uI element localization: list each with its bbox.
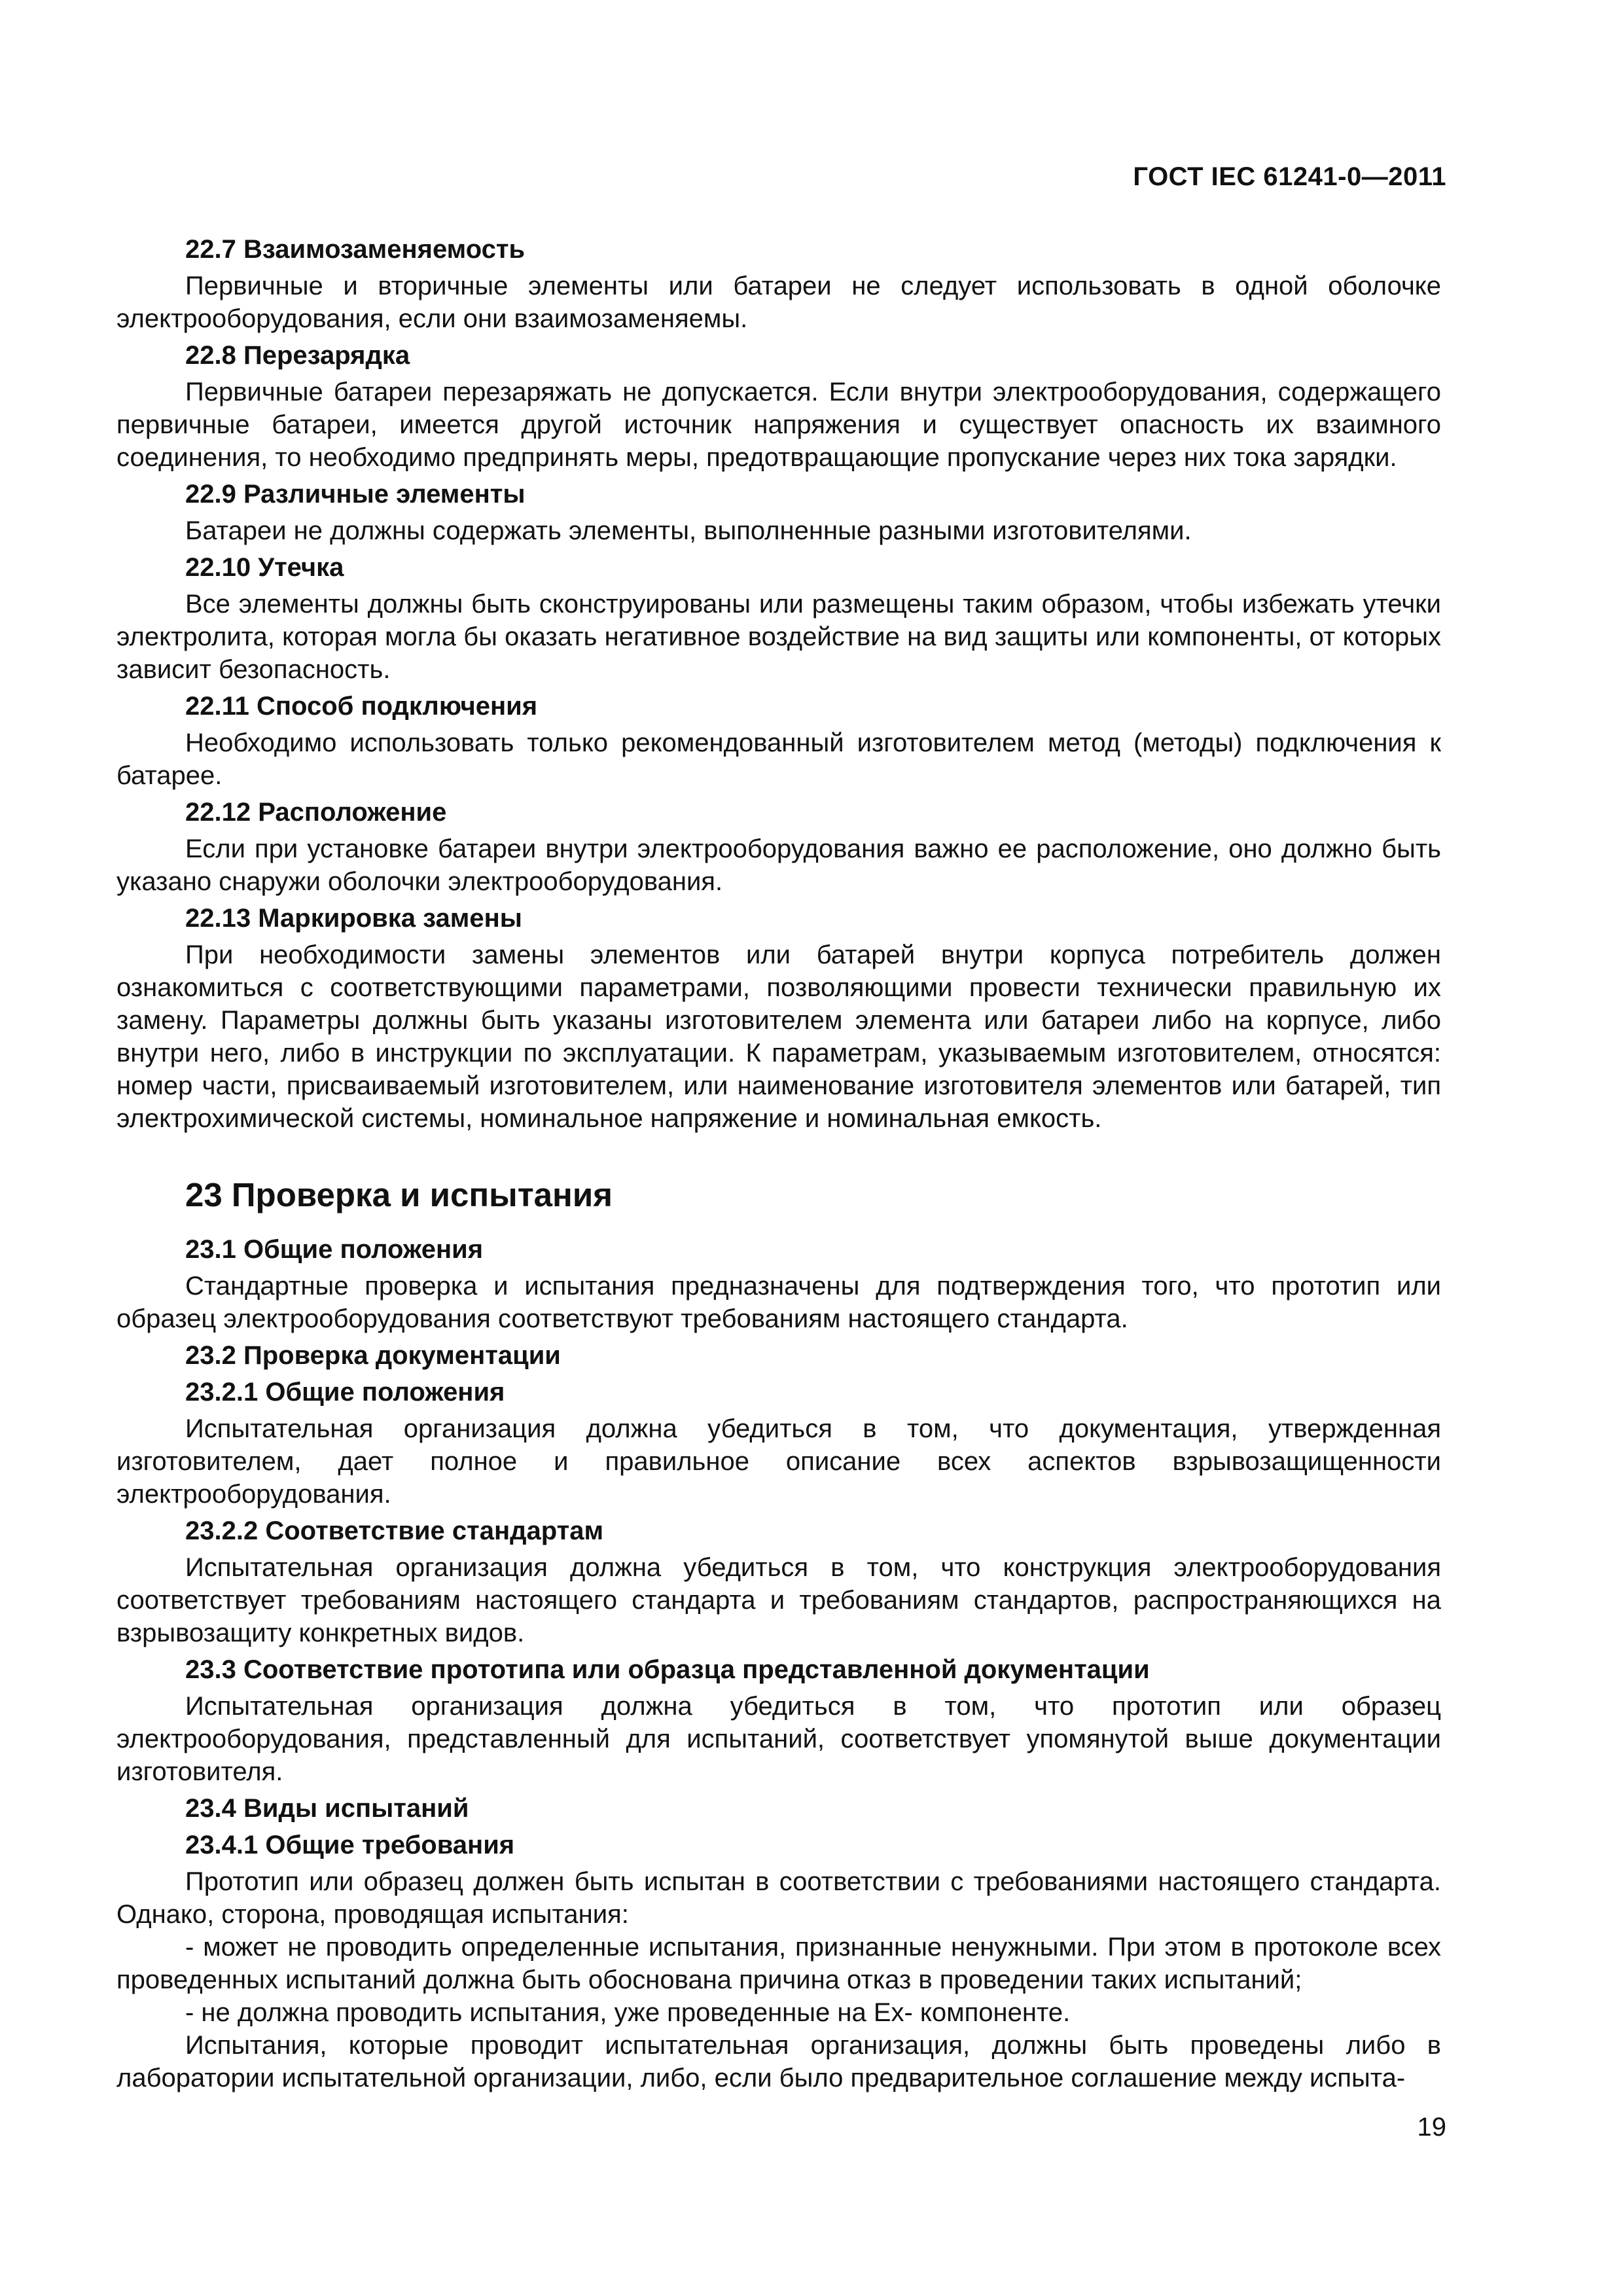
paragraph: При необходимости замены элементов или батарей внутри корпуса потребитель должен ознакомиться с соответствующими параметрами, позволяющими провести технически правильную их замену. Параметры должны быть указаны изготовителем элемента или батареи либо на корпусе, либо внутри него, либо в инструкции по эксплуатации. К параметрам, указываемым изготовителем, относятся: номер части, присваиваемый изготовителем, или наименование изготовителя элементов или батарей, тип электрохимической системы, номинальное напряжение и номинальная емкость. [116,941,1441,1133]
section-heading: 23.3 Соответствие прототипа или образца представленной документации [185,1655,1150,1684]
list-item-paragraph: - не должна проводить испытания, уже проведенные на Ex- компоненте. [185,1998,1071,2027]
paragraph: Испытательная организация должна убедиться в том, что прототип или образец электрооборудования, представленный для испытаний, соответствует упомянутой выше документации изготовителя. [116,1692,1441,1786]
document-header-standard: ГОСТ IEC 61241-0—2011 [1133,162,1446,191]
section-heading: 22.7 Взаимозаменяемость [185,235,526,264]
chapter-heading: 23 Проверка и испытания [185,1176,613,1213]
paragraph: Первичные батареи перезаряжать не допускается. Если внутри электрооборудования, содержащего первичные батареи, имеется другой источник напряжения и существует опасность их взаимного соединения, то необходимо предпринять меры, предотвращающие пропускание через них тока зарядки. [116,378,1441,472]
section-heading: 22.11 Способ подключения [185,692,538,721]
paragraph: Испытания, которые проводит испытательная организация, должны быть проведены либо в лаборатории испытательной организации, либо, если было предварительное соглашение между испыта- [116,2031,1441,2092]
section-heading: 22.9 Различные элементы [185,480,526,509]
paragraph: Испытательная организация должна убедиться в том, что конструкция электрооборудования соответствует требованиям настоящего стандарта и требованиям стандартов, распространяющихся на взрывозащиту конкретных видов. [116,1553,1441,1647]
page-number: 19 [1417,2113,1446,2142]
paragraph: Все элементы должны быть сконструированы или размещены таким образом, чтобы избежать утечки электролита, которая могла бы оказать негативное воздействие на вид защиты или компоненты, от которых зависит безопасность. [116,590,1441,684]
paragraph: Необходимо использовать только рекомендованный изготовителем метод (методы) подключения к батарее. [116,728,1441,790]
subsection-heading: 23.4.1 Общие требования [185,1831,515,1859]
paragraph: Прототип или образец должен быть испытан в соответствии с требованиями настоящего стандарта. Однако, сторона, проводящая испытания: [116,1867,1441,1929]
subsection-heading: 23.2.2 Соответствие стандартам [185,1516,604,1545]
section-heading: 22.13 Маркировка замены [185,904,522,933]
paragraph: Стандартные проверка и испытания предназначены для подтверждения того, что прототип или образец электрооборудования соответствуют требованиям настоящего стандарта. [116,1272,1441,1333]
paragraph: Испытательная организация должна убедиться в том, что документация, утвержденная изготовителем, дает полное и правильное описание всех аспектов взрывозащищенности электрооборудования. [116,1414,1441,1509]
paragraph: Батареи не должны содержать элементы, выполненные разными изготовителями. [185,516,1192,545]
section-heading: 22.12 Расположение [185,798,447,827]
list-item-paragraph: - может не проводить определенные испытания, признанные ненужными. При этом в протоколе всех проведенных испытаний должна быть обоснована причина отказ в проведении таких испытаний; [116,1933,1441,1994]
section-heading: 22.8 Перезарядка [185,341,410,370]
section-heading: 23.1 Общие положения [185,1235,484,1264]
section-heading: 23.4 Виды испытаний [185,1794,469,1823]
paragraph: Первичные и вторичные элементы или батареи не следует использовать в одной оболочке электрооборудования, если они взаимозаменяемы. [116,272,1441,333]
section-heading: 23.2 Проверка документации [185,1341,561,1370]
subsection-heading: 23.2.1 Общие положения [185,1378,505,1407]
document-body [116,229,1441,2094]
paragraph: Если при установке батареи внутри электрооборудования важно ее расположение, оно должно быть указано снаружи оболочки электрооборудования. [116,834,1441,896]
section-heading: 22.10 Утечка [185,553,344,582]
